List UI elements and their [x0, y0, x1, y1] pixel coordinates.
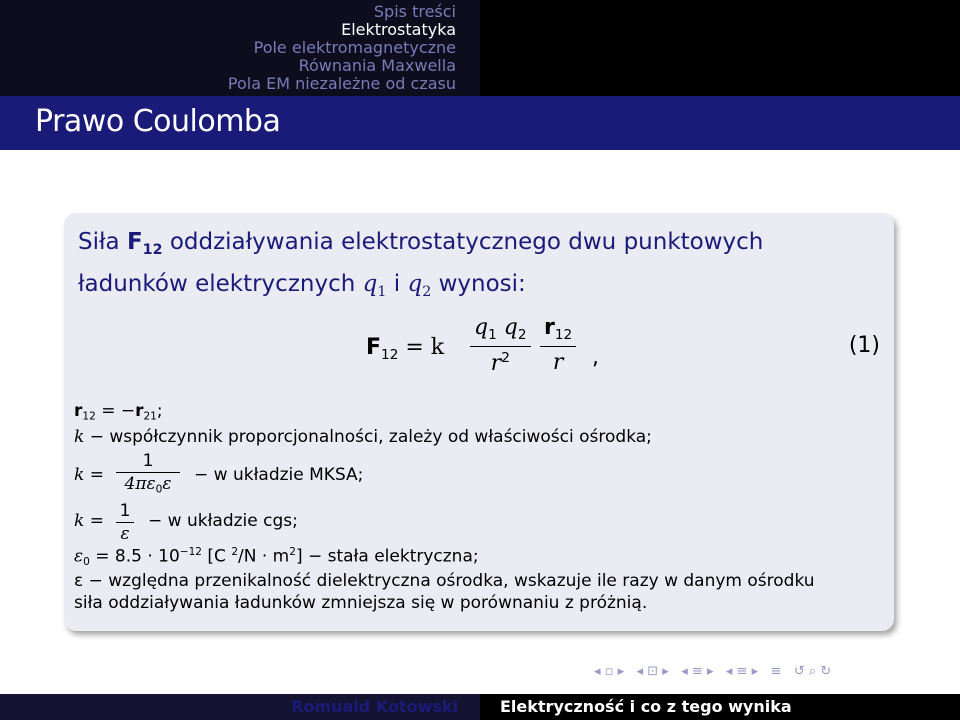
nav-search-icon[interactable]: ⌕ — [808, 664, 817, 679]
equation-number: (1) — [848, 333, 880, 358]
definition-k: k − współczynnik proporcjonalności, zależy od właściwości ośrodka; — [74, 427, 652, 447]
definition-r12: $r_{12} = -r_{21}$; — [74, 401, 163, 423]
frame-title: Prawo Coulomba — [35, 104, 281, 139]
definition-k-mksa: k = $\frac{1}{4\pi\varepsilon_0\varepsilon}$ − w układzie MKSA; — [74, 451, 364, 496]
equation-lhs: $F_{12} = k$ — [366, 335, 445, 363]
intro-text — [78, 225, 763, 309]
footer-bar — [0, 694, 960, 720]
nav-section-icon[interactable]: ≡ — [691, 664, 703, 679]
force-symbol: $F_{12}$ — [126, 229, 163, 258]
definition-eps0: $\varepsilon_0 = 8.5 \cdot 10^{-12}$ [C $^2/N \cdot m^2$] − stała elektryczna; — [74, 546, 479, 568]
nav-next-part-icon[interactable]: ▸ — [751, 664, 759, 679]
intro-ending: wynosi: — [438, 270, 526, 297]
nav-forward-icon[interactable]: ↻ — [820, 664, 832, 679]
definition-eps: ε − względna przenikalność dielektryczna ośrodka, wskazuje ile razy w danym ośrodku — [74, 571, 815, 591]
footer-title: Elektryczność i co z tego wynika — [500, 697, 792, 716]
toc-item-pole-elektromagnetyczne[interactable]: Pole elektromagnetyczne — [253, 38, 456, 57]
charge-q2: $q_2$ — [407, 270, 432, 300]
beamer-navigation-symbols — [594, 664, 831, 679]
table-of-contents — [0, 0, 480, 96]
nav-prev-section-icon[interactable]: ◂ — [681, 664, 688, 679]
nav-back-icon[interactable]: ↺ — [793, 664, 805, 679]
top-navigation-bar — [0, 0, 960, 96]
definition-eps-cont: siła oddziaływania ładunków zmniejsza się w porównaniu z próżnią. — [74, 593, 648, 613]
nav-subsection-icon[interactable]: ⊡ — [647, 664, 659, 679]
conjunction: i — [393, 270, 401, 297]
content-block — [64, 213, 894, 631]
definition-k-cgs: k = $\frac{1}{\varepsilon}$ − w układzie cgs; — [74, 501, 298, 544]
toc-item-spis-tresci[interactable]: Spis treści — [373, 2, 456, 21]
nav-part-icon[interactable]: ≡ — [736, 664, 748, 679]
footer-author: Romuald Kotowski — [291, 697, 458, 716]
intro-phrase: oddziaływania elektrostatycznego dwu punktowych — [169, 229, 764, 255]
nav-next-subsection-icon[interactable]: ▸ — [662, 664, 669, 679]
toc-item-elektrostatyka[interactable]: Elektrostatyka — [341, 20, 456, 39]
equation-comma: , — [592, 345, 599, 370]
footer-left — [0, 694, 480, 720]
nav-prev-frame-icon[interactable]: ◂ — [594, 664, 601, 679]
nav-prev-part-icon[interactable]: ◂ — [725, 664, 733, 679]
toc-item-rownania-maxwella[interactable]: Równania Maxwella — [298, 56, 456, 75]
nav-next-section-icon[interactable]: ▸ — [706, 664, 714, 679]
charge-q1: $q_1$ — [362, 270, 387, 300]
nav-frame-icon[interactable]: ▫ — [604, 664, 614, 679]
frame-title-bar — [0, 96, 960, 150]
intro-phrase-2: ładunków elektrycznych — [78, 270, 356, 297]
fraction-charges-over-r2: $\frac{q_1 q_2}{r^2}$ — [470, 315, 531, 376]
fraction-unit-vector: $\frac{r_{12}}{r}$ — [540, 315, 576, 375]
nav-document-icon[interactable]: ≡ — [770, 664, 782, 679]
intro-word: Siła — [78, 229, 120, 255]
nav-next-frame-icon[interactable]: ▸ — [617, 664, 625, 679]
toc-item-pola-em[interactable]: Pola EM niezależne od czasu — [227, 74, 456, 93]
nav-prev-subsection-icon[interactable]: ◂ — [636, 664, 644, 679]
